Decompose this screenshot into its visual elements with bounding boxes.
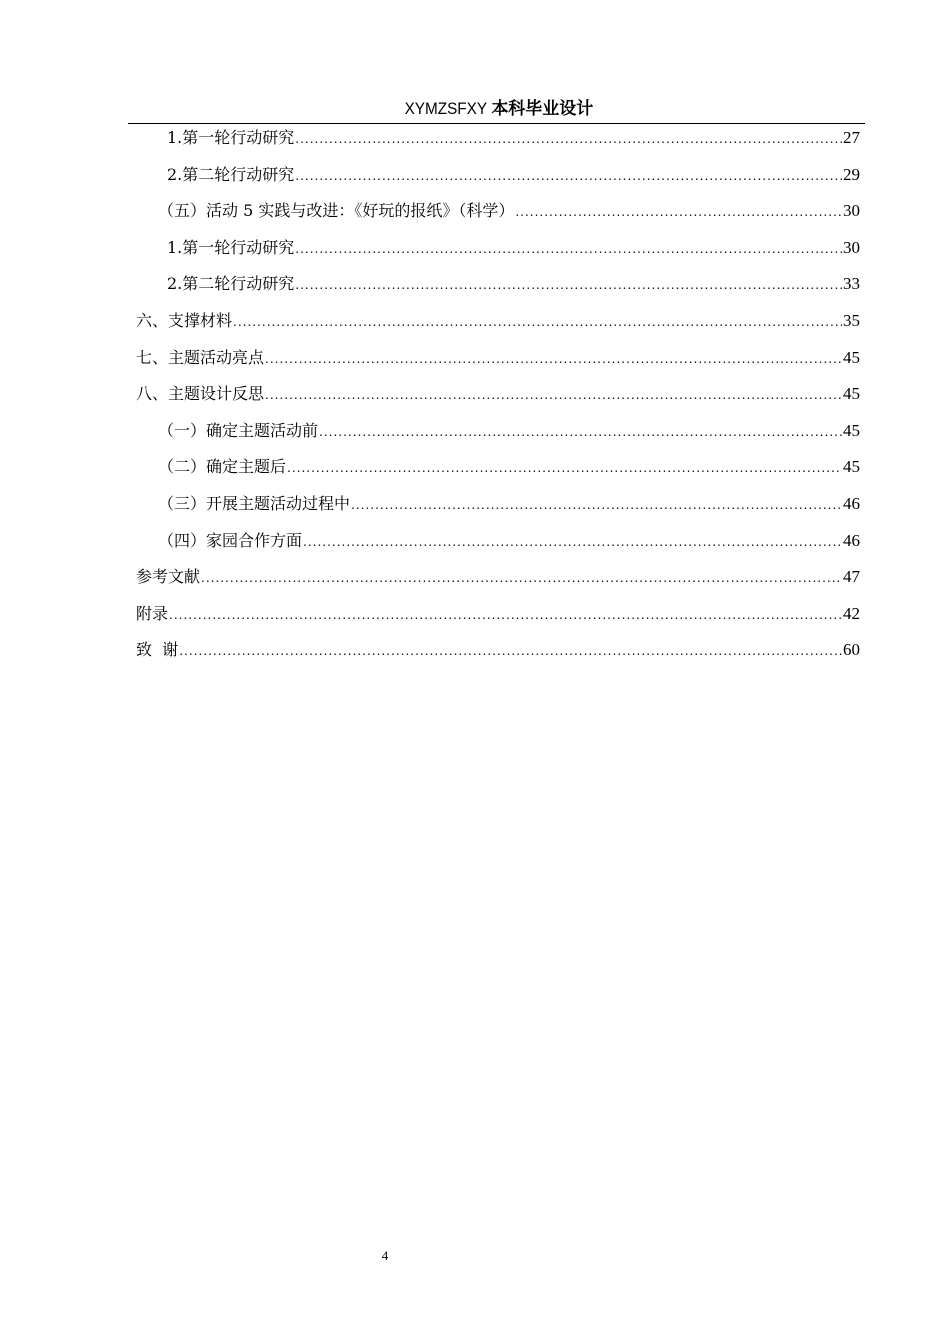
header-title: 本科毕业设计 [491,99,594,119]
toc-entry-page: 45 [843,420,860,440]
toc-entry-page: 30 [843,201,860,221]
toc-leader-dots [295,166,842,186]
toc-entry[interactable] [136,531,860,568]
toc-entry-title: （四）家园合作方面 [158,530,303,550]
toc-entry-page: 27 [843,128,860,147]
table-of-contents [136,128,860,677]
toc-entry-title: （五）活动 5 实践与改进：《好玩的报纸》（科学） [158,201,515,221]
toc-entry[interactable] [136,348,860,385]
toc-entry-title: （三）开展主题活动过程中 [158,493,351,513]
toc-entry[interactable] [136,640,860,677]
toc-leader-dots [515,202,842,222]
toc-entry[interactable] [136,421,860,458]
toc-entry-title: （二）确定主题后 [158,457,287,477]
toc-leader-dots [201,568,842,588]
toc-entry-page: 33 [843,274,860,294]
toc-leader-dots [295,239,842,259]
toc-entry[interactable] [136,494,860,531]
toc-entry[interactable] [136,567,860,604]
toc-entry[interactable] [136,128,860,165]
toc-entry-title: 致 谢 [136,640,179,660]
toc-entry-title: 2.第二轮行动研究 [167,164,295,184]
toc-leader-dots [233,312,842,332]
toc-entry-page: 46 [843,493,860,513]
toc-entry[interactable] [136,604,860,641]
toc-entry-title: 2.第二轮行动研究 [167,274,295,294]
toc-leader-dots [265,349,842,369]
toc-entry-title: 1.第一轮行动研究 [167,128,295,147]
toc-entry-title: 参考文献 [136,567,201,587]
toc-entry-page: 35 [843,310,860,330]
toc-entry-title: 六、支撑材料 [136,310,233,330]
toc-entry-page: 45 [843,347,860,367]
toc-leader-dots [319,422,842,442]
toc-leader-dots [303,532,842,552]
toc-entry-title: 1.第一轮行动研究 [167,237,295,257]
toc-entry-page: 45 [843,457,860,477]
toc-entry-page: 29 [843,164,860,184]
toc-entry-page: 46 [843,530,860,550]
toc-entry-title: 七、主题活动亮点 [136,347,265,367]
toc-entry-page: 45 [843,384,860,404]
toc-leader-dots [287,458,842,478]
toc-entry[interactable] [136,384,860,421]
toc-leader-dots [295,129,842,149]
toc-entry-page: 42 [843,603,860,623]
toc-entry-title: 八、主题设计反思 [136,384,265,404]
toc-entry-title: 附录 [136,603,169,623]
toc-entry[interactable] [136,238,860,275]
toc-leader-dots [351,495,842,515]
header-code: XYMZSFXY [404,99,487,118]
page-number: 4 [381,1248,389,1263]
toc-leader-dots [179,641,842,661]
toc-entry[interactable] [136,201,860,238]
toc-leader-dots [265,385,842,405]
toc-entry[interactable] [136,165,860,202]
toc-entry[interactable] [136,274,860,311]
toc-entry[interactable] [136,457,860,494]
toc-entry-page: 60 [843,640,860,660]
toc-entry-page: 47 [843,567,860,587]
toc-entry-title: （一）确定主题活动前 [158,420,319,440]
toc-leader-dots [169,605,842,625]
toc-leader-dots [295,275,842,295]
page-header [128,96,865,124]
toc-entry-page: 30 [843,237,860,257]
toc-entry[interactable] [136,311,860,348]
